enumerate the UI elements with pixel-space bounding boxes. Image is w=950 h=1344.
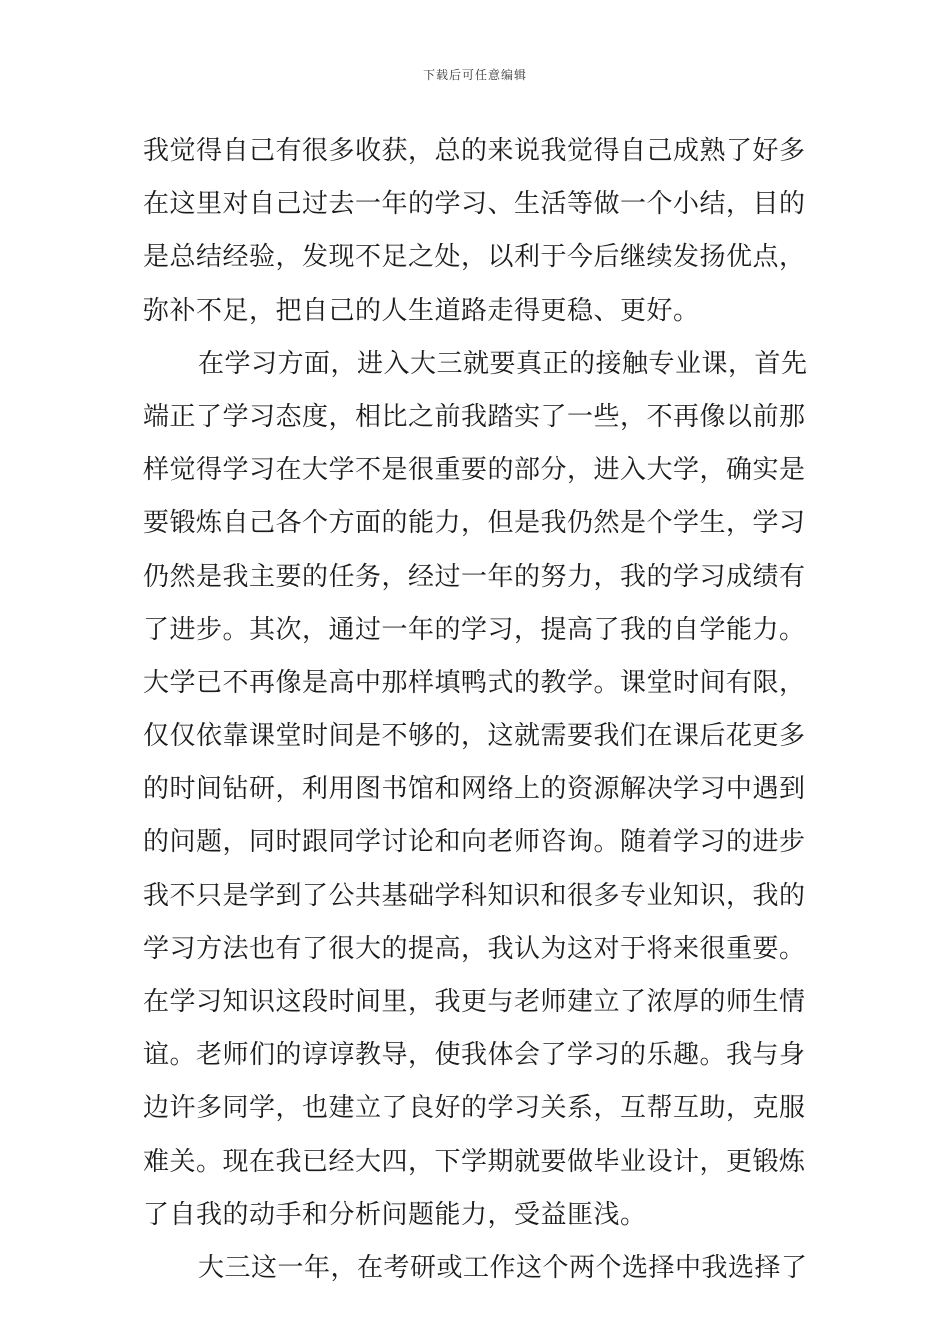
text-line: 在这里对自己过去一年的学习、生活等做一个小结，目的 bbox=[143, 189, 806, 220]
text-line: 大学已不再像是高中那样填鸭式的教学。课堂时间有限， bbox=[143, 667, 806, 698]
text-line: 弥补不足，把自己的人生道路走得更稳、更好。 bbox=[143, 295, 700, 326]
text-line: 在学习知识这段时间里，我更与老师建立了浓厚的师生情 bbox=[143, 987, 806, 1017]
paragraph-start-line: 在学习方面，进入大三就要真正的接触专业课，首先 bbox=[198, 348, 808, 379]
text-line: 样觉得学习在大学不是很重要的部分，进入大学，确实是 bbox=[143, 455, 806, 486]
text-line: 端正了学习态度，相比之前我踏实了一些，不再像以前那 bbox=[143, 401, 806, 432]
text-line: 的问题，同时跟同学讨论和向老师咨询。随着学习的进步 bbox=[143, 827, 806, 858]
text-line: 学习方法也有了很大的提高，我认为这对于将来很重要。 bbox=[143, 933, 806, 964]
document-body bbox=[143, 125, 811, 1295]
text-line: 仅仅依靠课堂时间是不够的，这就需要我们在课后花更多 bbox=[143, 721, 806, 752]
text-line: 仍然是我主要的任务，经过一年的努力，我的学习成绩有 bbox=[143, 561, 806, 592]
text-line: 边许多同学，也建立了良好的学习关系，互帮互助，克服 bbox=[143, 1093, 806, 1124]
text-line: 我觉得自己有很多收获，总的来说我觉得自己成熟了好多 bbox=[143, 136, 806, 166]
text-line: 难关。现在我已经大四，下学期就要做毕业设计，更锻炼 bbox=[143, 1146, 806, 1177]
text-line: 谊。老师们的谆谆教导，使我体会了学习的乐趣。我与身 bbox=[143, 1040, 806, 1071]
page-header: 下载后可任意编辑 bbox=[422, 68, 527, 82]
text-line: 我不只是学到了公共基础学科知识和很多专业知识，我的 bbox=[143, 880, 806, 911]
text-line: 了自我的动手和分析问题能力，受益匪浅。 bbox=[143, 1199, 647, 1230]
text-line: 的时间钻研，利用图书馆和网络上的资源解决学习中遇到 bbox=[143, 774, 806, 805]
text-line: 要锻炼自己各个方面的能力，但是我仍然是个学生，学习 bbox=[143, 508, 806, 539]
text-line: 了进步。其次，通过一年的学习，提高了我的自学能力。 bbox=[143, 614, 806, 645]
text-line: 是总结经验，发现不足之处，以利于今后继续发扬优点， bbox=[143, 242, 806, 273]
paragraph-start-line: 大三这一年，在考研或工作这个两个选择中我选择了 bbox=[198, 1252, 808, 1283]
